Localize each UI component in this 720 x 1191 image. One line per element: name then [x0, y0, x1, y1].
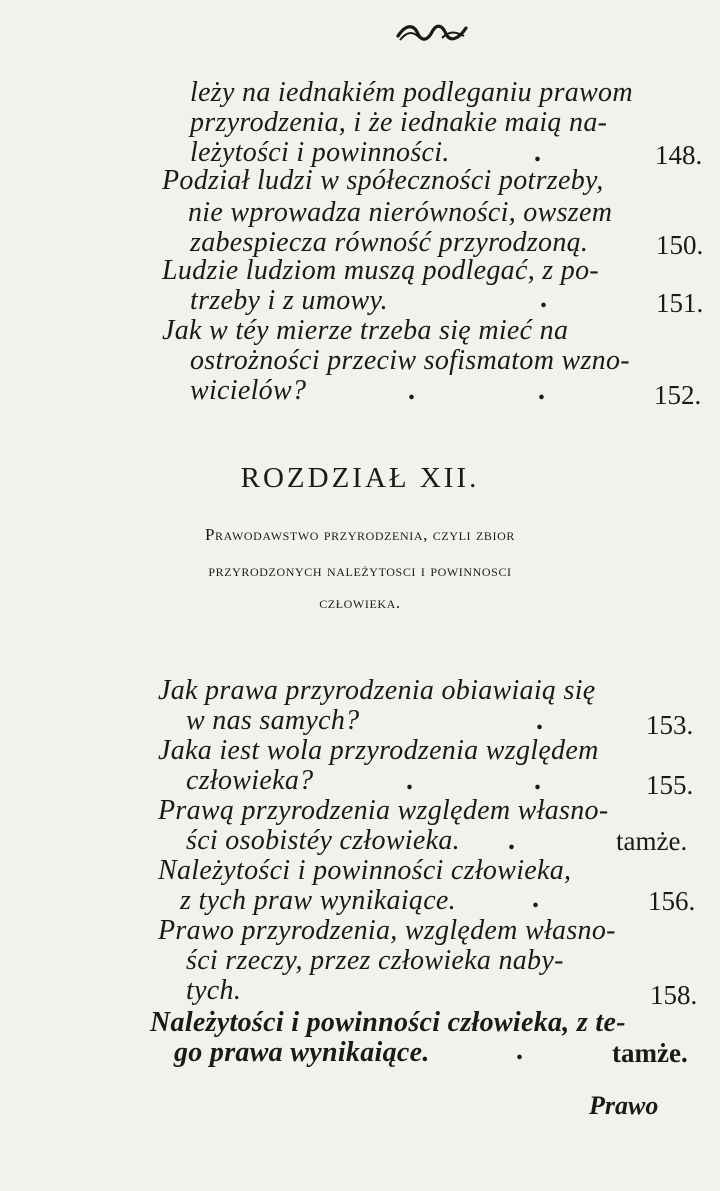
entry-line: Należytości i powinności człowieka, z te-	[150, 1007, 626, 1038]
entry-line: zabespiecza równość przyrodzoną.	[190, 227, 589, 258]
entry-line: wicielów?	[190, 375, 307, 406]
page-number: tamże.	[612, 1038, 688, 1068]
chapter-subtitle-line: człowieka.	[319, 593, 401, 612]
entry-line: człowieka?	[186, 765, 314, 796]
entry-line: przyrodzenia, i że iednakie maią na-	[190, 107, 608, 138]
page-number: 148.	[655, 140, 703, 170]
page-number: 155.	[646, 770, 694, 800]
chapter-heading: ROZDZIAŁ XII.	[240, 462, 480, 494]
printer-ornament-icon	[396, 20, 468, 46]
leader-dot: .	[534, 137, 541, 168]
entry-line: z tych praw wynikaiące.	[180, 885, 456, 916]
entry-line: ostrożności przeciw sofismatom wzno-	[190, 345, 630, 376]
entry-line: Prawo przyrodzenia, względem własno-	[158, 915, 616, 946]
entry-line: leżytości i powinności.	[190, 137, 450, 168]
leader-dot: .	[534, 765, 541, 796]
chapter-subtitle-line: przyrodzonych należytosci i powinnosci	[208, 561, 512, 580]
entry-line: tych.	[186, 975, 242, 1006]
page-number: 152.	[654, 380, 702, 410]
entry-line: Należytości i powinności człowieka,	[158, 855, 572, 886]
entry-line: Prawą przyrodzenia względem własno-	[158, 795, 609, 826]
entry-line: leży na iednakiém podleganiu prawom	[190, 77, 633, 108]
page-number: 151.	[656, 288, 704, 318]
entry-line: ści osobistéy człowieka.	[186, 825, 460, 856]
entry-line: Podział ludzi w spółeczności potrzeby,	[162, 165, 604, 196]
leader-dot: .	[408, 375, 415, 406]
page-number: 150.	[656, 230, 704, 260]
entry-line: ści rzeczy, przez człowieka naby-	[186, 945, 564, 976]
leader-dot: .	[536, 705, 543, 736]
leader-dot: .	[540, 283, 547, 314]
page-number: 158.	[650, 980, 698, 1010]
entry-line: Jaka iest wola przyrodzenia względem	[158, 735, 599, 766]
page-number: 153.	[646, 710, 694, 740]
page-number: 156.	[648, 886, 696, 916]
entry-line: go prawa wynikaiące.	[174, 1037, 430, 1068]
entry-line: trzeby i z umowy.	[190, 285, 388, 316]
entry-line: nie wprowadza nierówności, owszem	[188, 197, 613, 228]
leader-dot: .	[532, 883, 539, 914]
entry-line: w nas samych?	[186, 705, 360, 736]
leader-dot: .	[538, 375, 545, 406]
leader-dot: .	[516, 1035, 523, 1066]
chapter-subtitle-line: Prawodawstwo przyrodzenia, czyli zbior	[205, 525, 515, 544]
leader-dot: .	[406, 765, 413, 796]
page-number: tamże.	[616, 826, 688, 856]
entry-line: Jak w téy mierze trzeba się mieć na	[162, 315, 569, 346]
leader-dot: .	[508, 825, 515, 856]
entry-line: Jak prawa przyrodzenia obiawiaią się	[158, 675, 596, 706]
catchword: Prawo	[589, 1091, 659, 1120]
entry-line: Ludzie ludziom muszą podlegać, z po-	[162, 255, 600, 286]
